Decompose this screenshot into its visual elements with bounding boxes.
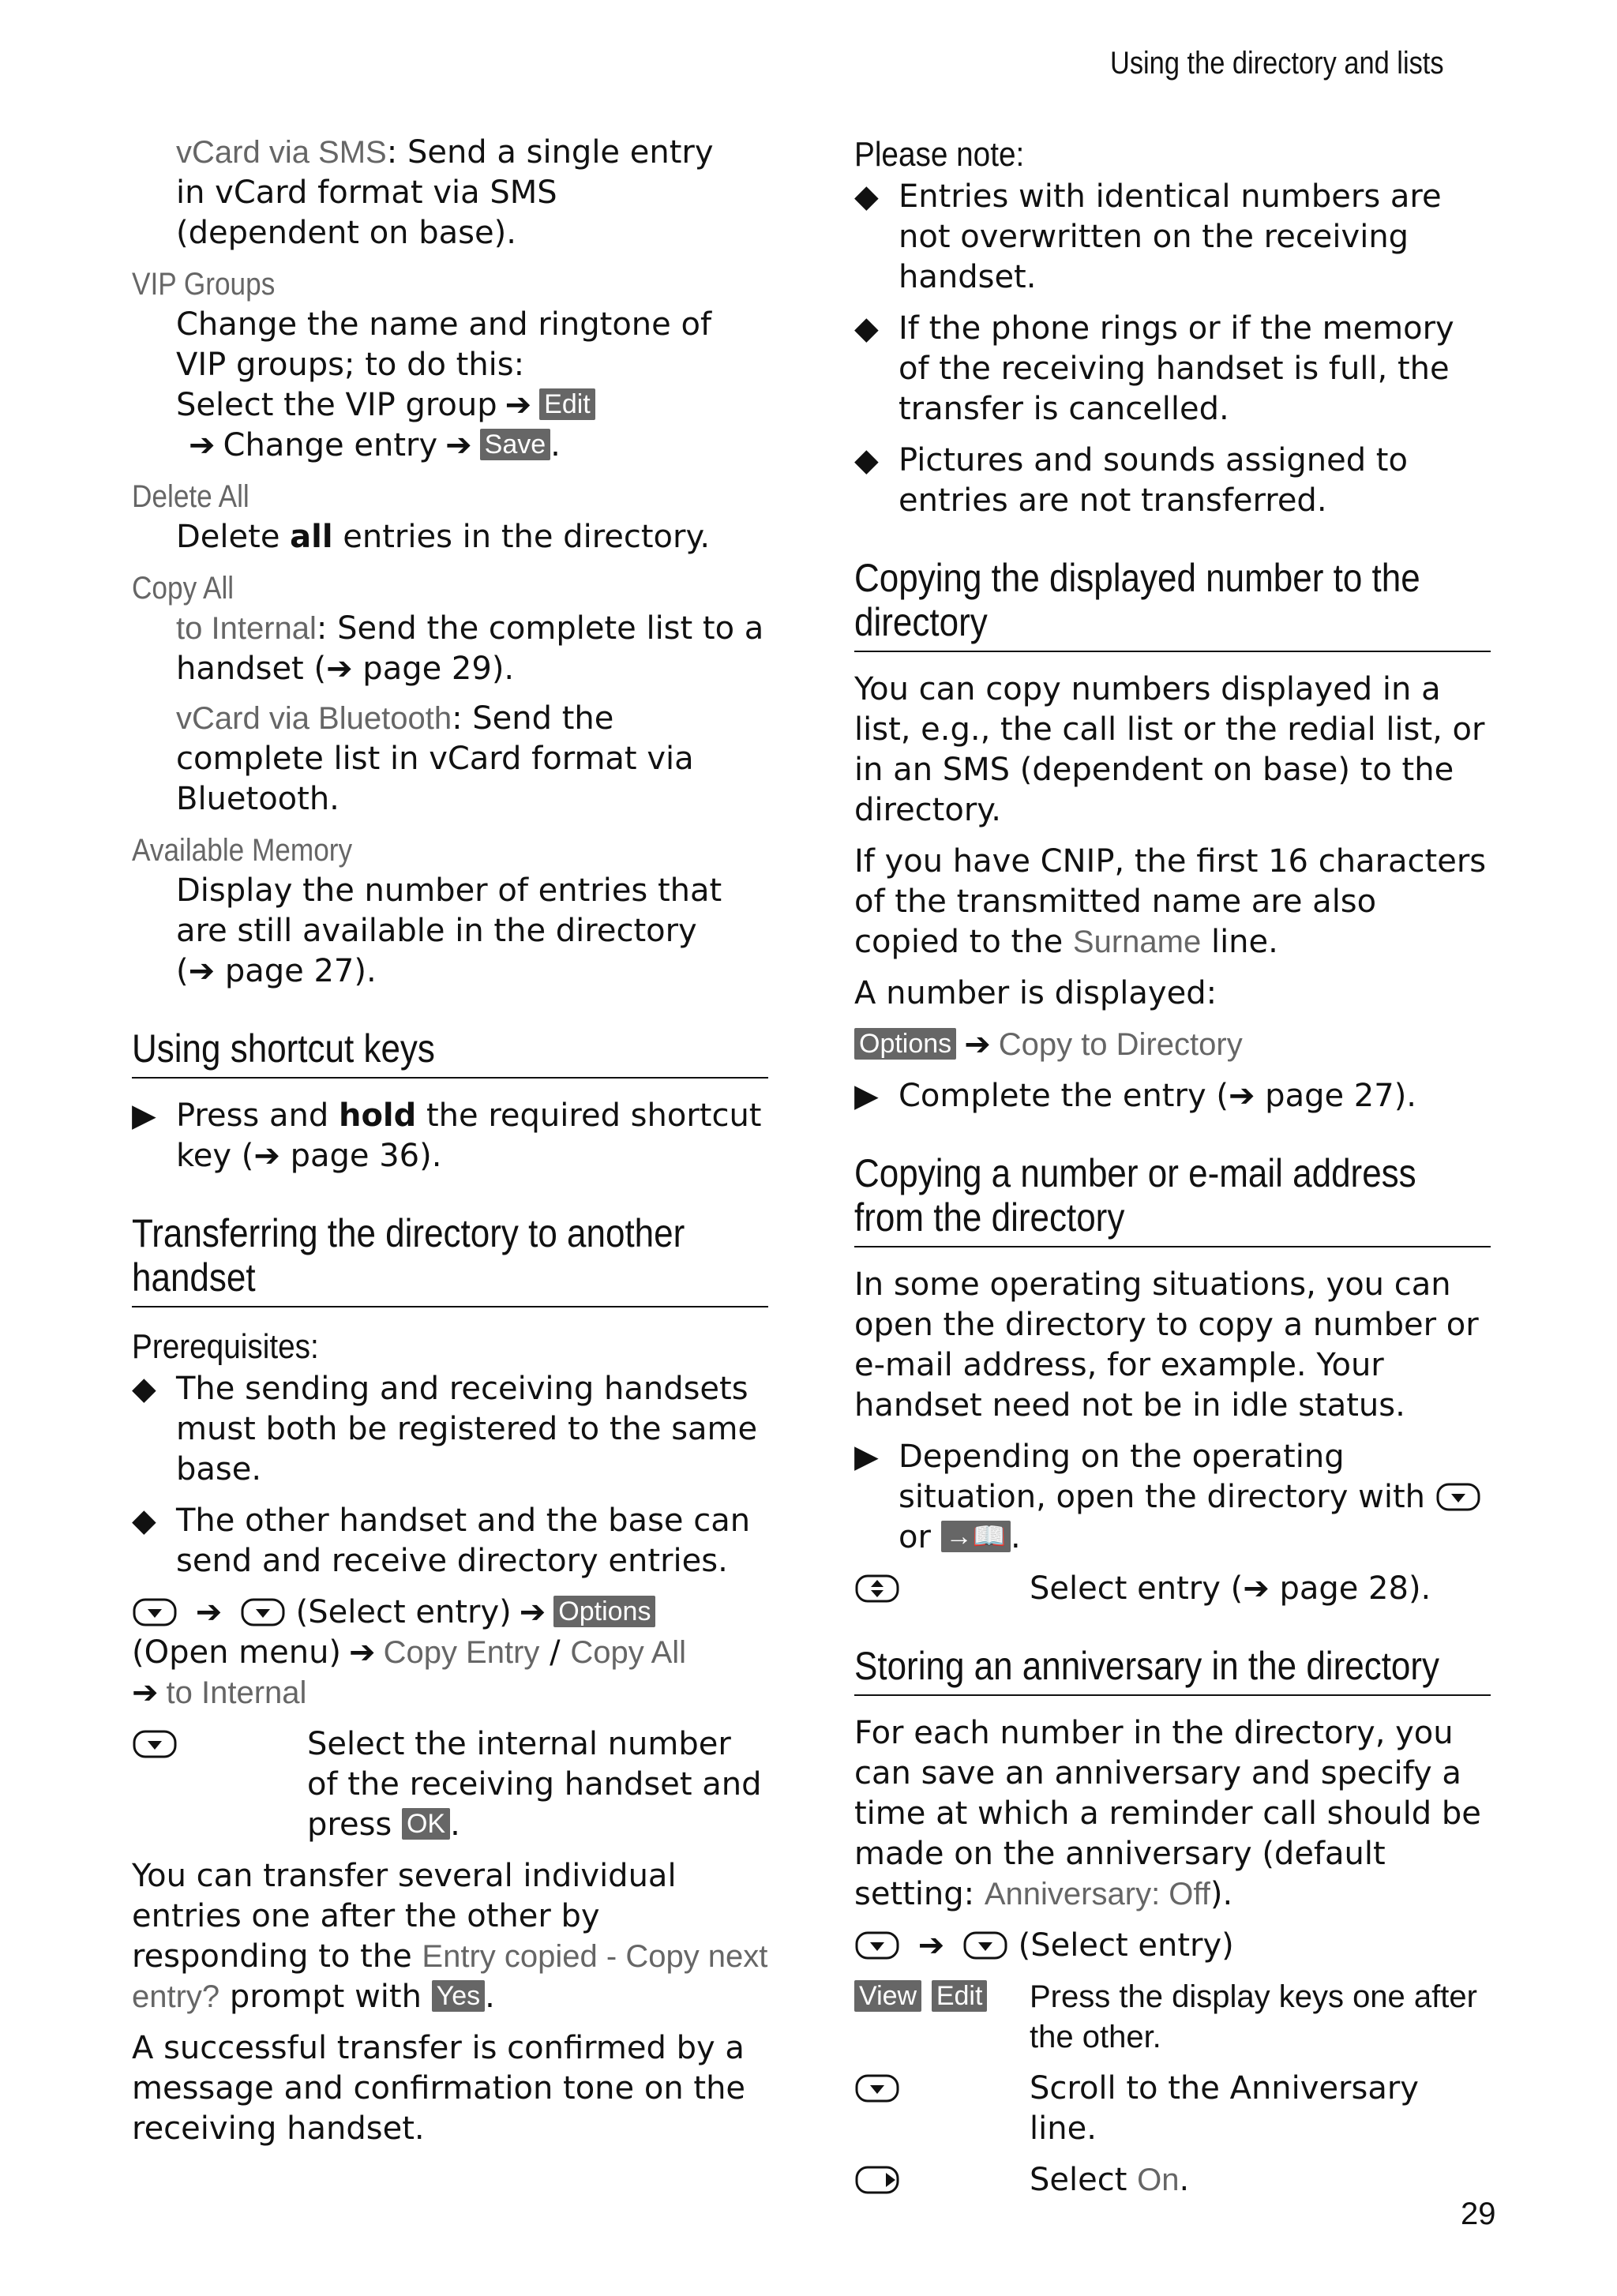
transfer-sequence xyxy=(132,1593,768,1713)
seq-open-text: (Open menu) xyxy=(132,1634,342,1671)
depending-text: Depending on the operating situation, open the directory with xyxy=(899,1439,1425,1515)
diamond-bullet-icon: ◆ xyxy=(132,1503,156,1539)
heading-rule xyxy=(854,1694,1491,1696)
vip-step-2-text: Change entry xyxy=(223,427,438,463)
transfer-multi-2: prompt with xyxy=(219,1979,432,2015)
vip-step-1 xyxy=(132,385,768,426)
edit-key: Edit xyxy=(932,1980,988,2012)
select-on-value: On xyxy=(1137,2163,1180,2197)
shortcut-bold: hold xyxy=(338,1097,417,1134)
to-internal-text: : Send the complete list to a handset ( xyxy=(176,610,764,687)
delete-post: entries in the directory. xyxy=(332,519,711,555)
heading-copy-displayed: Copying the displayed number to the directory xyxy=(854,556,1420,644)
cnip-text xyxy=(854,842,1491,962)
select-internal-row xyxy=(132,1724,768,1845)
running-head: Using the directory and lists xyxy=(1110,46,1444,81)
directory-key: →📖 xyxy=(941,1521,1011,1552)
available-memory-page: page 27). xyxy=(224,953,377,989)
heading-anniversary: Storing an anniversary in the directory xyxy=(854,1644,1440,1688)
number-displayed-text: A number is displayed: xyxy=(854,975,1217,1011)
complete-entry-text: Complete the entry ( xyxy=(899,1078,1229,1114)
seq-select-text: (Select entry) xyxy=(1018,1927,1234,1964)
copy-all-menu: Copy All xyxy=(570,1635,687,1670)
arrow-right-icon: ➔ xyxy=(519,1594,546,1630)
arrow-right-icon: ➔ xyxy=(964,1026,991,1063)
vip-groups-text: Change the name and ringtone of VIP groups; to do this: xyxy=(176,306,712,383)
heading-rule xyxy=(132,1306,768,1307)
arrow-right-icon: ➔ xyxy=(326,651,363,687)
heading-transfer-directory: Transferring the directory to another handset xyxy=(132,1211,685,1300)
transfer-confirm-text: A successful transfer is confirmed by a message and confirmation tone on the receiving handset. xyxy=(132,2030,746,2147)
heading-rule xyxy=(132,1077,768,1079)
prereq-item-1 xyxy=(132,1369,768,1490)
prerequisites-title: Prerequisites: xyxy=(132,1327,319,1366)
nav-key-down-icon xyxy=(854,1930,900,1960)
anniversary-desc: For each number in the directory, you can save an anniversary and specify a time at which a reminder call should be made on the anniversary (default setting: xyxy=(854,1715,1481,1912)
nav-key-down-icon xyxy=(854,2073,900,2103)
yes-key: Yes xyxy=(432,1980,485,2012)
arrow-right-icon: ➔ xyxy=(917,1927,945,1964)
select-on-pre: Select xyxy=(1030,2162,1138,2198)
prereq-item-2 xyxy=(132,1501,768,1581)
nav-key-down-icon xyxy=(1435,1482,1481,1512)
copy-displayed-text: You can copy numbers displayed in a list, e.g., the call list or the redial list, or in an SMS (dependent on base) to the directory. xyxy=(854,671,1485,828)
complete-entry-page: page 27). xyxy=(1265,1078,1417,1114)
diamond-bullet-icon: ◆ xyxy=(132,1371,156,1407)
shortcut-pre: Press and xyxy=(176,1097,339,1134)
vip-step-1-text: Select the VIP group xyxy=(176,387,497,423)
arrow-right-icon: ➔ xyxy=(505,387,532,423)
arrow-right-icon: ➔ xyxy=(132,1675,159,1711)
arrow-right-icon: ➔ xyxy=(1243,1570,1280,1607)
select-entry-desc: Select entry ( xyxy=(1030,1570,1244,1607)
transfer-multi-1: You can transfer several individual entries one after the other by responding to the xyxy=(132,1858,677,1975)
note-3-text: Pictures and sounds assigned to entries are not transferred. xyxy=(899,442,1408,519)
view-edit-row xyxy=(854,1977,1491,2058)
please-note-title: Please note: xyxy=(854,135,1025,174)
surname-field: Surname xyxy=(1072,925,1202,959)
vcard-sms-text: : Send a single entry in vCard format via SMS (dependent on base). xyxy=(176,134,714,251)
scroll-anniversary-text: Scroll to the Anniversary line. xyxy=(1030,2070,1419,2147)
note-item-2 xyxy=(854,309,1491,430)
heading-shortcut-keys: Using shortcut keys xyxy=(132,1026,435,1071)
nav-key-down-icon xyxy=(132,1597,178,1627)
depending-or: or xyxy=(899,1519,941,1555)
copy-from-text: In some operating situations, you can open the directory to copy a number or e-mail address, for example. Your handset need not be in idle status. xyxy=(854,1266,1479,1424)
select-internal-desc: Select the internal number of the receiving handset and press xyxy=(307,1726,762,1843)
copy-to-directory-sequence xyxy=(854,1025,1491,1065)
copy-all-label: Copy All xyxy=(132,571,234,606)
nav-key-right-icon xyxy=(854,2165,900,2195)
arrow-right-icon: ➔ xyxy=(1228,1078,1266,1114)
nav-key-down-icon xyxy=(962,1930,1008,1960)
diamond-bullet-icon: ◆ xyxy=(854,310,879,347)
view-key: View xyxy=(854,1980,921,2012)
arrow-right-icon: ➔ xyxy=(195,1594,223,1630)
complete-entry-step xyxy=(854,1076,1491,1116)
nav-key-updown-icon xyxy=(854,1574,900,1604)
to-internal-item xyxy=(132,609,768,689)
select-entry-text xyxy=(854,1569,1491,1609)
vcard-bt-text: : Send the complete list in vCard format via Bluetooth. xyxy=(176,700,694,817)
shortcut-step xyxy=(132,1096,768,1176)
note-1-text: Entries with identical numbers are not overwritten on the receiving handset. xyxy=(899,178,1442,295)
ok-key: OK xyxy=(402,1808,450,1840)
note-item-3 xyxy=(854,441,1491,521)
arrow-right-icon: ➔ xyxy=(253,1138,291,1174)
diamond-bullet-icon: ◆ xyxy=(854,442,879,478)
right-column xyxy=(854,133,1491,2200)
press-display-text: Press the display keys one after the other. xyxy=(1030,1979,1477,2054)
heading-rule xyxy=(854,651,1491,652)
heading-copy-from-directory: Copying a number or e-mail address from the directory xyxy=(854,1151,1416,1240)
copy-entry-menu: Copy Entry xyxy=(383,1635,540,1670)
options-key: Options xyxy=(553,1596,655,1627)
to-internal-menu: to Internal xyxy=(166,1675,307,1710)
available-memory-ref: (➔ page 27). xyxy=(176,953,377,989)
shortcut-page: page 36). xyxy=(290,1138,442,1174)
select-internal-text: Select the internal number of the receiving handset and press OK . xyxy=(307,1726,762,1843)
arrow-right-icon: ➔ xyxy=(189,427,216,463)
select-on-row xyxy=(854,2160,1491,2200)
step-triangle-icon: ▶ xyxy=(854,1439,879,1475)
available-memory-text: Display the number of entries that are still available in the directory xyxy=(176,872,722,949)
to-internal-page: page 29). xyxy=(362,651,515,687)
select-on-text xyxy=(854,2160,1491,2200)
heading-rule xyxy=(854,1246,1491,1247)
edit-key: Edit xyxy=(539,388,595,420)
vcard-bt-label: vCard via Bluetooth xyxy=(176,701,452,736)
arrow-right-icon: ➔ xyxy=(188,953,225,989)
prereq-2-text: The other handset and the base can send and receive directory entries. xyxy=(176,1503,751,1579)
delete-all-label: Delete All xyxy=(132,479,249,514)
step-triangle-icon: ▶ xyxy=(854,1078,879,1114)
note-2-text: If the phone rings or if the memory of the receiving handset is full, the transfer is cancelled. xyxy=(899,310,1454,427)
copy-to-directory-menu: Copy to Directory xyxy=(998,1027,1243,1062)
note-item-1 xyxy=(854,177,1491,298)
vcard-bt-item xyxy=(132,699,768,820)
options-key: Options xyxy=(854,1028,956,1060)
to-internal-label: to Internal xyxy=(176,611,317,646)
delete-all-text xyxy=(132,517,768,557)
scroll-anniversary-row xyxy=(854,2069,1491,2149)
nav-key-down-icon xyxy=(132,1729,178,1759)
transfer-multi-text: You can transfer several individual entries one after the other by responding to the Entry copied - Copy next entry? prompt with Yes . xyxy=(132,1858,768,2015)
cnip-pre: If you have CNIP, the first 16 characters of the transmitted name are also copied to the xyxy=(854,843,1487,960)
anniversary-setting: Anniversary: Off xyxy=(984,1877,1210,1911)
prereq-1-text: The sending and receiving handsets must both be registered to the same base. xyxy=(176,1371,758,1488)
entry-copied-prompt: Entry copied - Copy next entry? xyxy=(132,1939,768,2014)
anniversary-sequence xyxy=(854,1926,1491,1966)
nav-key-down-icon xyxy=(240,1597,286,1627)
vcard-sms-label: vCard via SMS xyxy=(176,135,387,170)
arrow-right-icon: ➔ xyxy=(445,427,472,463)
select-on-post: . xyxy=(1179,2162,1190,2198)
step-triangle-icon: ▶ xyxy=(132,1097,156,1134)
left-column xyxy=(132,133,768,2149)
arrow-right-icon: ➔ xyxy=(349,1634,376,1671)
cnip-post: line. xyxy=(1201,924,1278,960)
select-entry-page: page 28). xyxy=(1279,1570,1431,1607)
delete-bold: all xyxy=(290,519,333,555)
anniversary-text xyxy=(854,1713,1491,1915)
vcard-sms-item xyxy=(132,133,768,253)
shortcut-post: the required shortcut key ( xyxy=(176,1097,762,1174)
save-key: Save xyxy=(480,429,551,460)
slash: / xyxy=(539,1634,571,1671)
available-memory-label: Available Memory xyxy=(132,833,353,868)
seq-select-text: (Select entry) xyxy=(295,1594,512,1630)
vip-groups-label: VIP Groups xyxy=(132,267,276,302)
vip-step-2: ➔ Change entry ➔ Save . xyxy=(132,426,768,466)
anniversary-end: ). xyxy=(1210,1876,1233,1912)
select-entry-row xyxy=(854,1569,1491,1609)
delete-pre: Delete xyxy=(176,519,291,555)
depending-step: ▶ Depending on the operating situation, open the directory with or →📖 . xyxy=(854,1437,1491,1558)
page-number: 29 xyxy=(1461,2197,1496,2231)
diamond-bullet-icon: ◆ xyxy=(854,178,879,215)
